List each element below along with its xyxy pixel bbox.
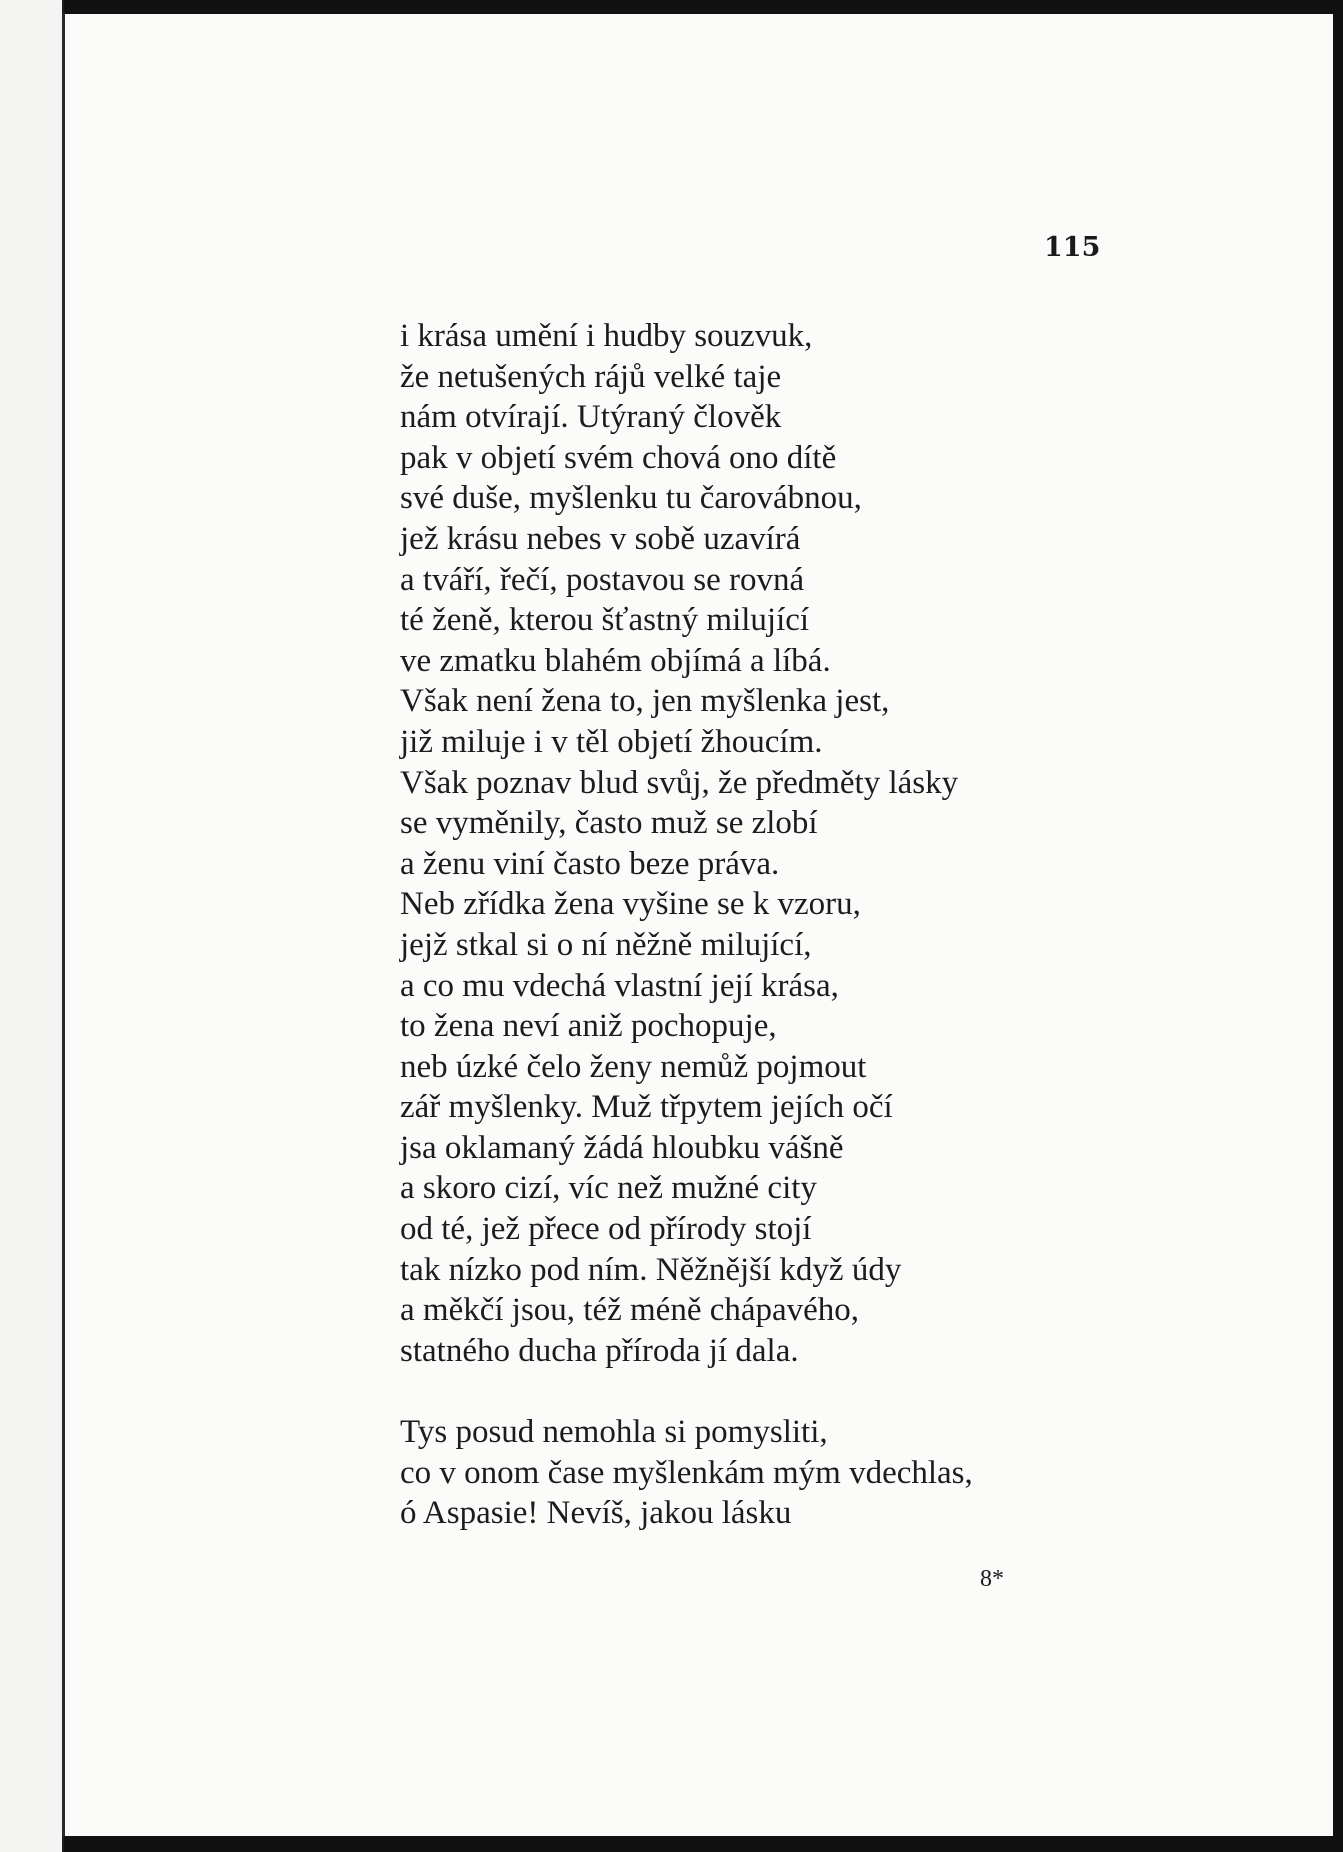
signature-mark: 8* (980, 1566, 1004, 1592)
verse-line: a co mu vdechá vlastní její krása, (400, 967, 839, 1004)
verse-line: co v onom čase myšlenkám mým vdechlas, (400, 1454, 973, 1491)
verse-line: zář myšlenky. Muž třpytem jejích očí (400, 1089, 893, 1126)
verse-line: své duše, myšlenku tu čarovábnou, (400, 480, 862, 517)
verse-line: již miluje i v těl objetí žhoucím. (400, 723, 823, 760)
verse-line: ve zmatku blahém objímá a líbá. (400, 642, 831, 679)
verse-line: se vyměnily, často muž se zlobí (400, 805, 818, 842)
verse-line: a tváří, řečí, postavou se rovná (400, 561, 805, 598)
verse-line: Však není žena to, jen myšlenka jest, (400, 683, 890, 720)
verse-line: ó Aspasie! Nevíš, jakou lásku (400, 1495, 792, 1532)
verse-line: statného ducha příroda jí dala. (400, 1332, 799, 1369)
verse-line: Neb zřídka žena vyšine se k vzoru, (400, 886, 861, 923)
verse-line: neb úzké čelo ženy nemůž pojmout (400, 1048, 867, 1085)
verse-line: Tys posud nemohla si pomysliti, (400, 1414, 828, 1451)
stanza-2 (400, 1412, 973, 1534)
page-number: 115 (1044, 232, 1101, 263)
verse-line: a ženu viní často beze práva. (400, 845, 780, 882)
verse-line: jež krásu nebes v sobě uzavírá (400, 520, 801, 557)
poem-text (400, 316, 973, 1534)
verse-line: jsa oklamaný žádá hloubku vášně (400, 1129, 844, 1166)
verse-line: i krása umění i hudby souzvuk, (400, 318, 813, 354)
verse-line: a měkčí jsou, též méně chápavého, (400, 1292, 860, 1329)
verse-line: nám otvírají. Utýraný člověk (400, 399, 782, 436)
verse-line: od té, jež přece od přírody stojí (400, 1211, 812, 1248)
verse-line: tak nízko pod ním. Něžnější když údy (400, 1251, 902, 1288)
verse-line: a skoro cizí, víc než mužné city (400, 1170, 817, 1207)
verse-line: to žena neví aniž pochopuje, (400, 1008, 777, 1045)
verse-line: Však poznav blud svůj, že předměty lásky (400, 764, 959, 801)
stanza-break (400, 1371, 973, 1412)
previous-page-edge (0, 0, 64, 1852)
verse-line: že netušených rájů velké taje (400, 358, 782, 395)
verse-line: té ženě, kterou šťastný milující (400, 602, 810, 639)
verse-line: jejž stkal si o ní něžně milující, (400, 926, 812, 963)
verse-line: pak v objetí svém chová ono dítě (400, 439, 837, 476)
stanza-1 (400, 316, 973, 1371)
